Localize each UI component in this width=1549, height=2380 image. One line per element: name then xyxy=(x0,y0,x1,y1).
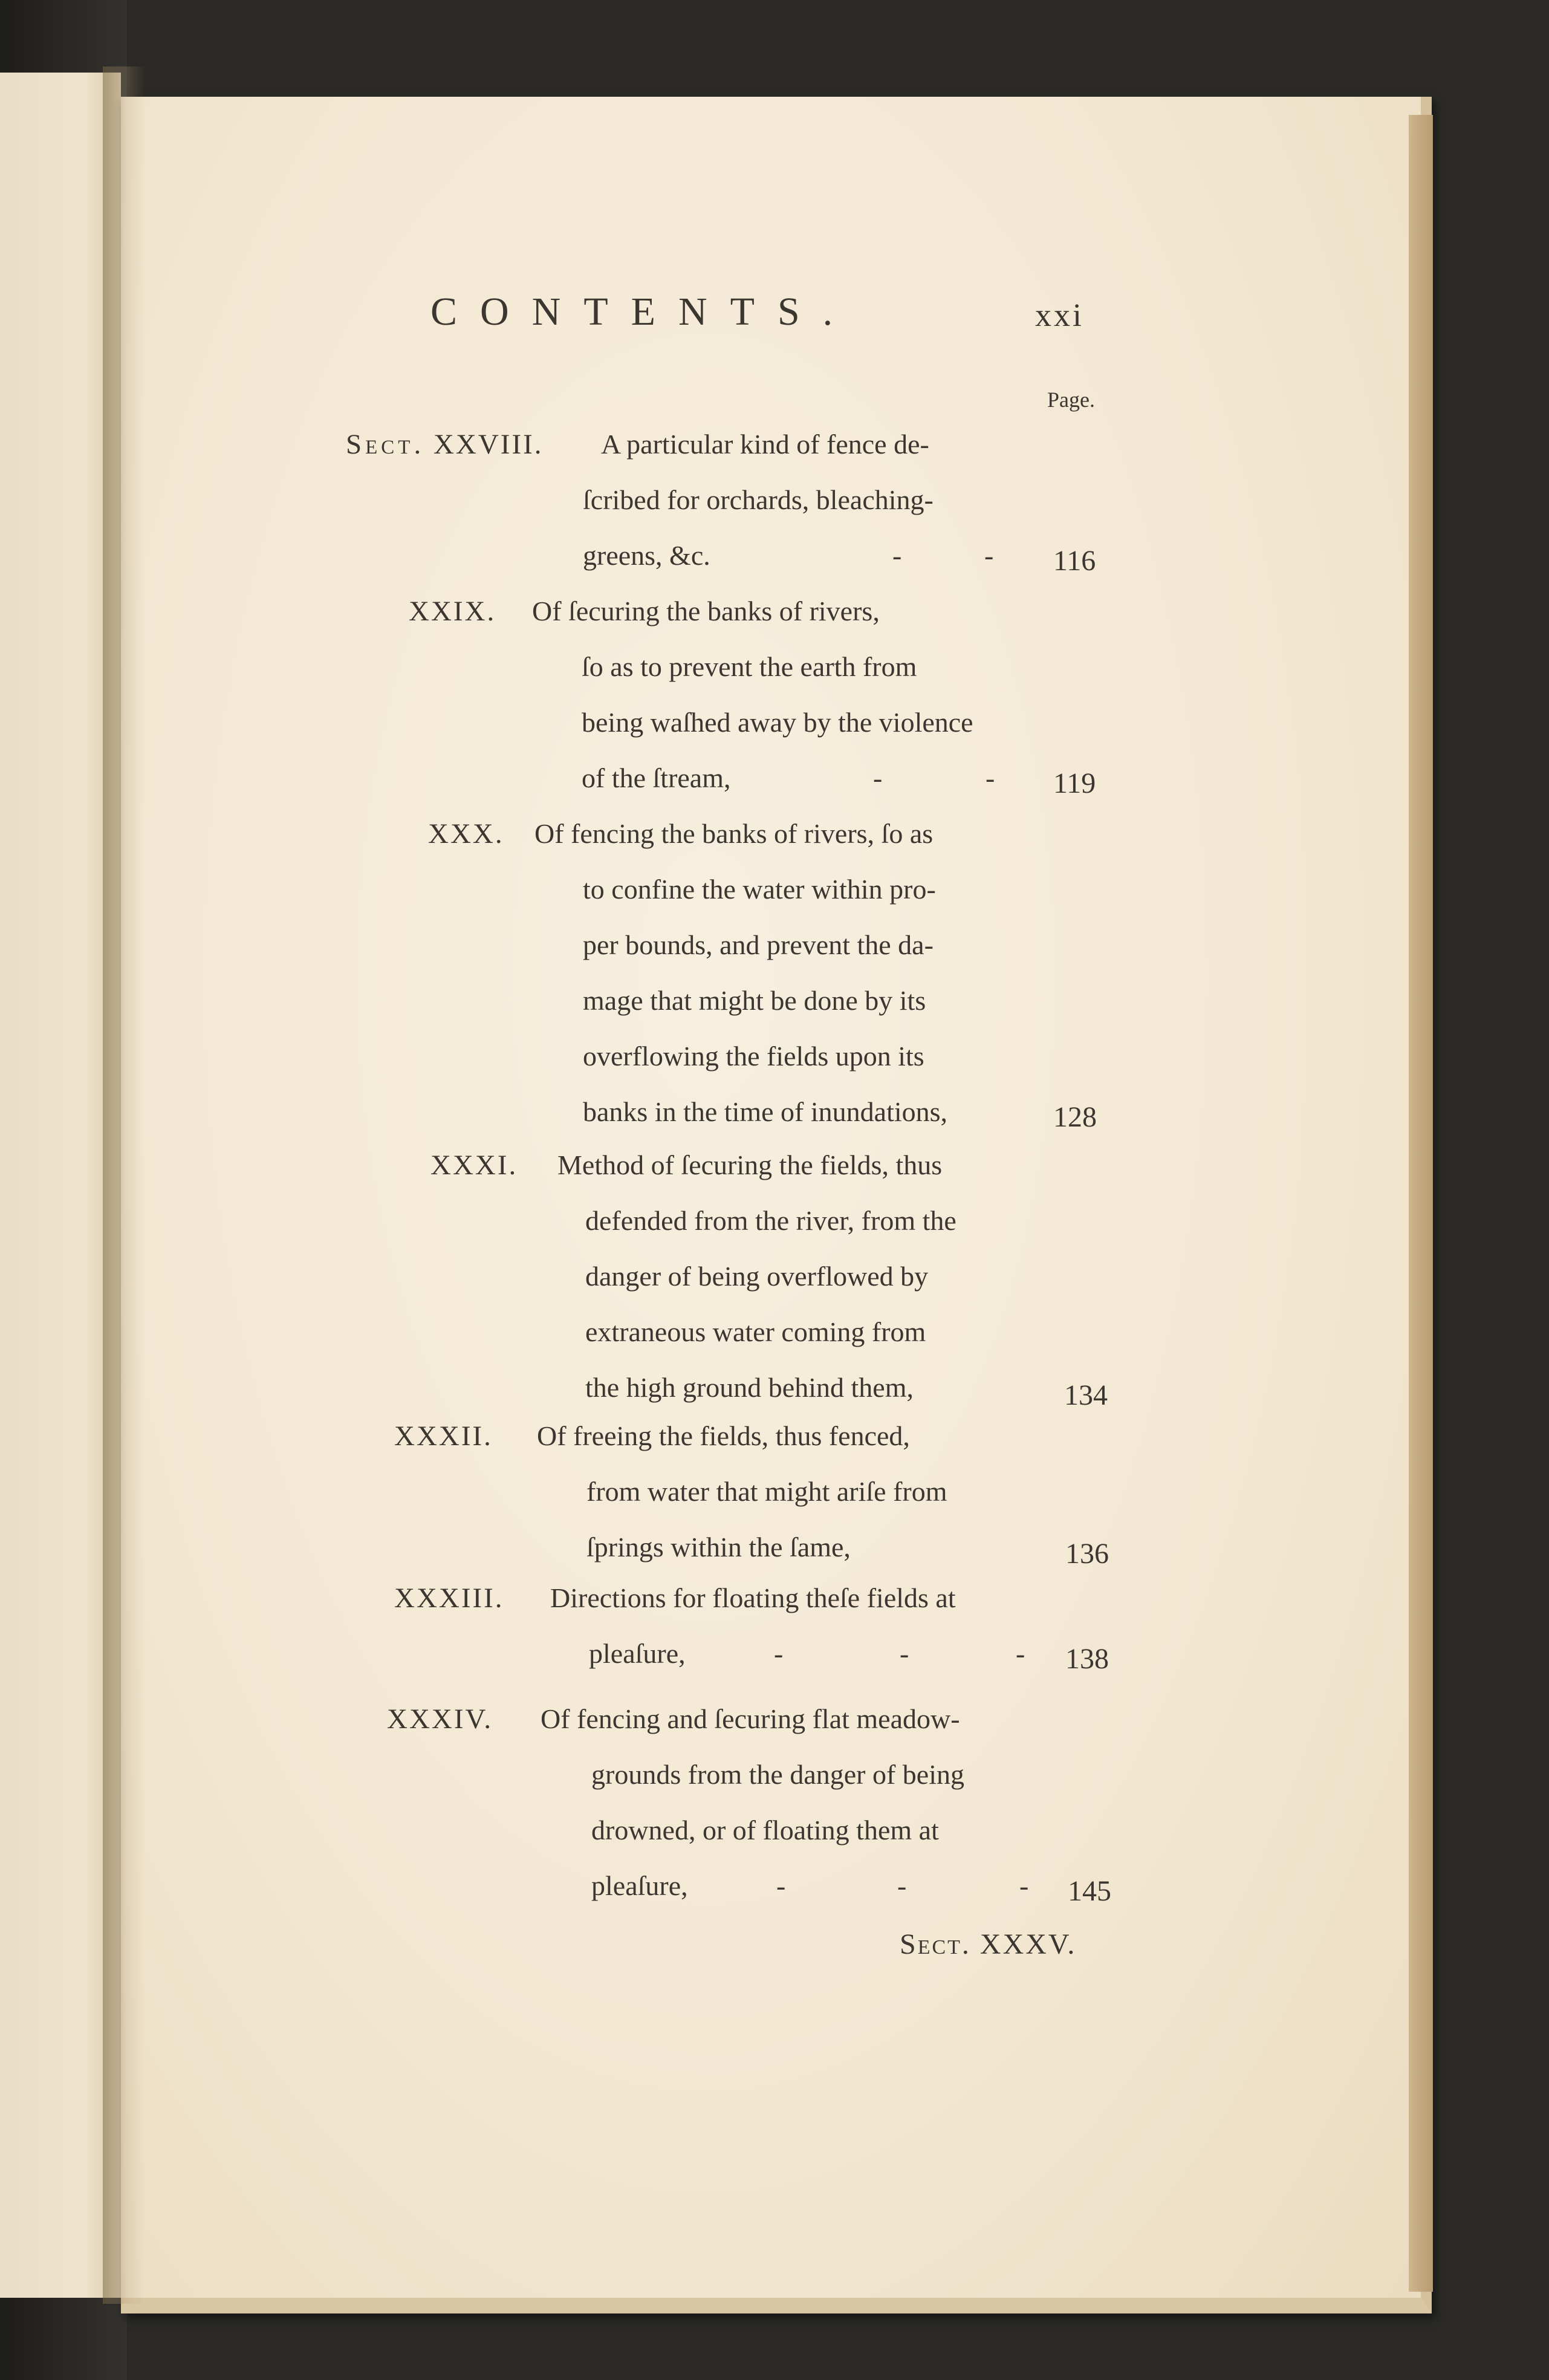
entry-xxviii-number: Sect. XXVIII. xyxy=(346,429,544,460)
entry-line: greens, &c. xyxy=(583,540,710,571)
entry-xxxii-page: 136 xyxy=(1065,1538,1109,1570)
entry-line: defended from the river, from the xyxy=(585,1205,956,1236)
entry-xxxiv-number: XXXIV. xyxy=(387,1703,493,1735)
entry-line: grounds from the danger of being xyxy=(591,1759,965,1790)
entry-xxxiii-number: XXXIII. xyxy=(394,1582,504,1614)
page-column-label: Page. xyxy=(1047,388,1095,412)
leader-dash: - xyxy=(774,1638,784,1669)
leader-dash: - xyxy=(1016,1638,1025,1669)
entry-xxviii-page: 116 xyxy=(1053,545,1096,577)
entry-line: Of ſecuring the banks of rivers, xyxy=(532,596,880,626)
entry-line: ſo as to prevent the earth from xyxy=(582,651,917,682)
entry-line: Method of ſecuring the fields, thus xyxy=(557,1149,943,1180)
entry-line: being waſhed away by the violence xyxy=(582,707,973,738)
gutter-shadow xyxy=(103,67,145,2304)
running-head-title: CONTENTS. xyxy=(430,290,856,334)
entry-line: per bounds, and prevent the da- xyxy=(583,929,934,960)
entry-line: pleaſure, xyxy=(589,1638,686,1669)
page-fore-edge xyxy=(1409,115,1433,2292)
section-prefix: Sect. xyxy=(346,429,425,460)
entry-xxxi-number: XXXI. xyxy=(430,1149,518,1181)
entry-line: extraneous water coming from xyxy=(585,1316,926,1347)
running-head-page-number: xxi xyxy=(1035,297,1085,333)
entry-xxx-page: 128 xyxy=(1053,1101,1097,1133)
entry-line: mage that might be done by its xyxy=(583,985,926,1016)
catchword: Sect. XXXV. xyxy=(900,1928,1077,1960)
entry-line: danger of being overflowed by xyxy=(585,1261,929,1292)
entry-line: of the ſtream, xyxy=(582,762,731,793)
entry-xxix-number: XXIX. xyxy=(409,596,496,627)
leader-dash: - xyxy=(986,762,995,793)
leader-dash: - xyxy=(1019,1870,1029,1901)
leader-dash: - xyxy=(900,1638,909,1669)
leader-dash: - xyxy=(897,1870,907,1901)
entry-xxxii-number: XXXII. xyxy=(394,1420,493,1452)
leader-dash: - xyxy=(776,1870,786,1901)
entry-line: ſcribed for orchards, bleaching- xyxy=(583,484,934,515)
entry-line: Of freeing the fields, thus fenced, xyxy=(537,1420,910,1451)
entry-xxix-page: 119 xyxy=(1053,767,1096,799)
entry-line: to confine the water within pro- xyxy=(583,874,936,905)
entry-line: the high ground behind them, xyxy=(585,1372,914,1403)
entry-line: pleaſure, xyxy=(591,1870,688,1901)
entry-line: Of fencing the banks of rivers, ſo as xyxy=(534,818,934,849)
entry-line: A particular kind of fence de- xyxy=(601,429,929,460)
entry-xxxiv-page: 145 xyxy=(1068,1875,1111,1907)
leader-dash: - xyxy=(873,762,883,793)
entry-line: Of fencing and ſecuring flat meadow- xyxy=(541,1703,960,1734)
leader-dash: - xyxy=(984,540,994,571)
entry-line: overflowing the fields upon its xyxy=(583,1041,924,1071)
entry-xxxi-page: 134 xyxy=(1064,1379,1108,1411)
entry-xxx-number: XXX. xyxy=(428,818,504,850)
entry-line: drowned, or of floating them at xyxy=(591,1815,939,1845)
entry-line: ſprings within the ſame, xyxy=(586,1532,851,1562)
entry-xxxiii-page: 138 xyxy=(1065,1643,1109,1675)
entry-line: Directions for floating theſe fields at xyxy=(550,1582,956,1613)
entry-line: banks in the time of inundations, xyxy=(583,1096,948,1127)
leader-dash: - xyxy=(892,540,902,571)
entry-line: from water that might ariſe from xyxy=(586,1476,947,1507)
